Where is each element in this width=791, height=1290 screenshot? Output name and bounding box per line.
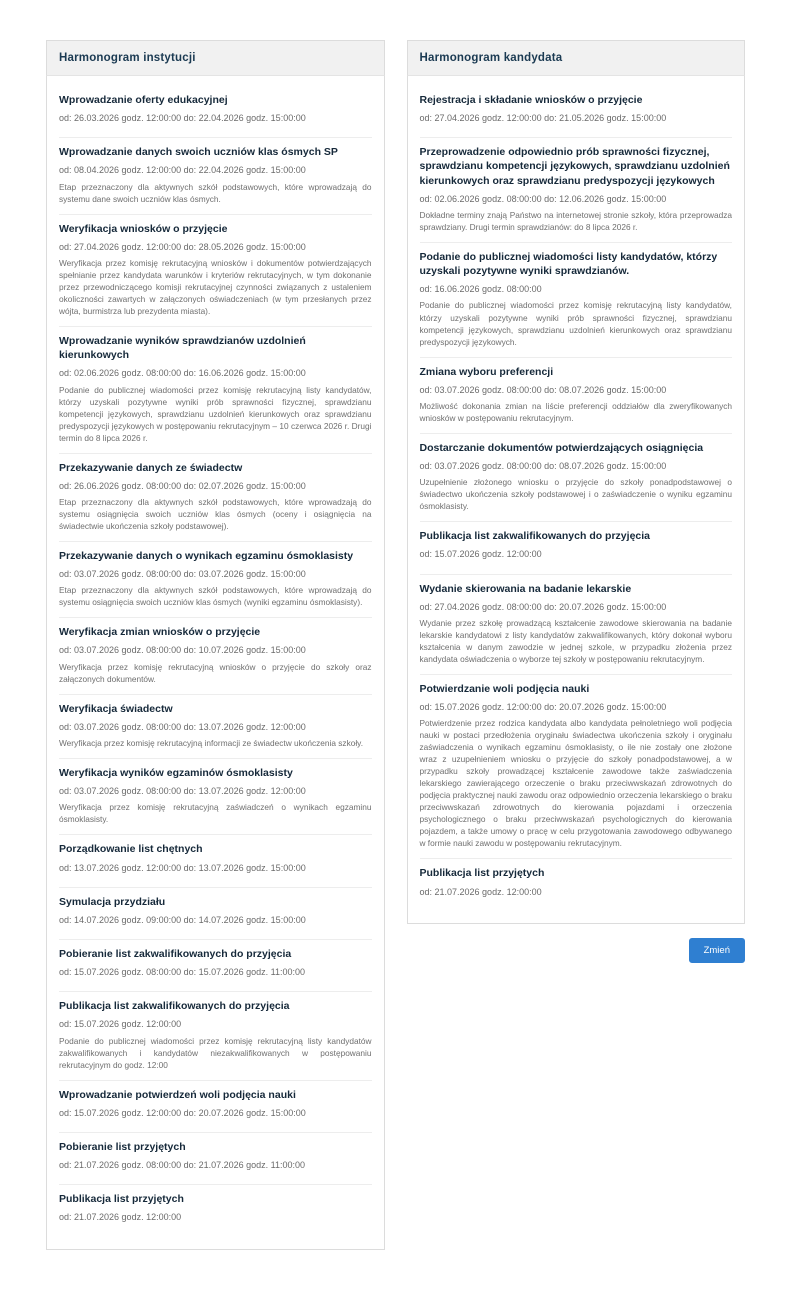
item-description: Weryfikacja przez komisję rekrutacyjną wniosków i dokumentów potwierdzających spełnianie przez kandydata warunków i kryteriów rekrutacyjnych, w tym dokonanie przez przewodniczącego komisji rekrutacyjnej czynności związanych z ustaleniem okoliczności zawartych w załączonych oświadczeniach (w tym przesłanych przez wójta, burmistrza lub prezydenta miasta). xyxy=(59,257,372,317)
item-dates: od: 21.07.2026 godz. 12:00:00 xyxy=(59,1212,182,1223)
item-dates: od: 03.07.2026 godz. 08:00:00 do: 03.07.2026 godz. 15:00:00 xyxy=(59,569,306,580)
item-title: Wprowadzanie potwierdzeń woli podjęcia nauki xyxy=(59,1088,296,1101)
item-title: Pobieranie list przyjętych xyxy=(59,1140,186,1153)
item-dates: od: 02.06.2026 godz. 08:00:00 do: 12.06.2026 godz. 15:00:00 xyxy=(419,193,667,204)
item-dates: od: 16.06.2026 godz. 08:00:00 xyxy=(419,284,542,295)
item-description: Wydanie przez szkołę prowadzącą kształcenie zawodowe skierowania na badanie lekarskie kandydatowi z listy kandydatów zakwalifikowanych, który dokonał wyboru kształcenia w danym zawodzie w jednej szkole, w przypadku złożenia przez kandydata oświadczenia o wyborze tej szkoły w postępowaniu rekrutacyjnym. xyxy=(419,617,732,664)
item-title: Wprowadzanie oferty edukacyjnej xyxy=(59,94,228,106)
list-item xyxy=(59,215,372,327)
list-item xyxy=(420,86,733,138)
list-item xyxy=(59,542,372,618)
item-dates: od: 15.07.2026 godz. 12:00:00 xyxy=(419,549,542,560)
list-item xyxy=(59,454,372,542)
list-item xyxy=(59,86,372,138)
item-title: Weryfikacja wniosków o przyjęcie xyxy=(59,222,228,235)
item-title: Weryfikacja wyników egzaminów ósmoklasisty xyxy=(59,766,293,779)
item-description: Weryfikacja przez komisję rekrutacyjną wniosków o przyjęcie do szkoły oraz załączonych dokumentów. xyxy=(59,661,372,684)
list-item xyxy=(59,992,372,1080)
list-item xyxy=(59,1081,372,1133)
list-item xyxy=(420,859,733,910)
item-description: Etap przeznaczony dla aktywnych szkół podstawowych, które wprowadzają do systemu dane swoich uczniów klas ósmych. xyxy=(59,181,372,204)
item-title: Symulacja przydziału xyxy=(59,895,166,908)
item-title: Potwierdzanie woli podjęcia nauki xyxy=(419,682,590,695)
item-description: Potwierdzenie przez rodzica kandydata albo kandydata pełnoletniego woli podjęcia nauki w postaci przedłożenia oryginału świadectwa ukończenia szkoły i oryginału zaświadczenia o wynikach egzaminu ósmoklasisty, o ile nie zostały one złożone wraz z uzupełnieniem wniosku o przyjęcie do szkoły ponadpodstawowej, a w przypadku szkoły prowadzącej kształcenie zawodowe także zaświadczenia lekarskiego zawierającego orzeczenie o braku przeciwwskazań zdrowotnych do podjęcia praktycznej nauki zawodu oraz odpowiednio orzeczenia lekarskiego o braku przeciwwskazań zdrowotnych do kierowania pojazdami i orzeczenia psychologicznego o braku przeciwwskazań psychologicznych do kierowania pojazdem, a także umowy o pracę w celu przygotowania zawodowego odbywanego w formie nauki zawodu w postępowaniu rekrutacyjnym. xyxy=(419,718,732,849)
change-button[interactable]: Zmień xyxy=(689,938,745,963)
schedule-columns xyxy=(46,40,745,1250)
list-item xyxy=(59,695,372,759)
item-title: Porządkowanie list chętnych xyxy=(59,843,203,856)
item-dates: od: 21.07.2026 godz. 12:00:00 xyxy=(419,886,542,897)
list-item xyxy=(59,888,372,940)
footer-actions xyxy=(407,938,746,963)
list-item xyxy=(420,575,733,675)
list-item xyxy=(59,835,372,887)
institution-panel-heading: Harmonogram instytucji xyxy=(46,40,385,75)
item-description: Weryfikacja przez komisję rekrutacyjną zaświadczeń o wynikach egzaminu ósmoklasisty. xyxy=(59,802,372,825)
item-title: Publikacja list przyjętych xyxy=(419,867,545,880)
item-title: Przekazywanie danych o wynikach egzaminu ósmoklasisty xyxy=(59,549,354,562)
list-item xyxy=(420,138,733,243)
item-title: Podanie do publicznej wiadomości listy kandydatów, którzy uzyskali pozytywne wyniki sprawdzianów. xyxy=(419,251,718,278)
item-description: Weryfikacja przez komisję rekrutacyjną informacji ze świadectw ukończenia szkoły. xyxy=(59,737,364,748)
candidate-schedule-column xyxy=(407,40,746,963)
item-dates: od: 15.07.2026 godz. 12:00:00 xyxy=(59,1019,182,1030)
item-title: Publikacja list przyjętych xyxy=(59,1193,184,1206)
item-description: Podanie do publicznej wiadomości przez komisję rekrutacyjną listy kandydatów, którzy uzyskali pozytywne wyniki prób sprawności fizycznej, sprawdzianu kompetencji językowych, sprawdzianu uzdolnień kierunkowych oraz sprawdzianu predyspozycji językowych w postępowaniu rekrutacyjnym – 10 czerwca 2026 r. Drugi termin do 8 lipca 2026 r. xyxy=(59,384,372,443)
item-description: Podanie do publicznej wiadomości przez komisję rekrutacyjną listy kandydatów, którzy uzyskali pozytywne wyniki prób sprawności fizycznej, sprawdzianu kompetencji językowych, sprawdzianu uzdolnień kierunkowych oraz sprawdzianu predyspozycji językowych. xyxy=(419,300,732,347)
list-item xyxy=(59,327,372,454)
item-dates: od: 27.04.2026 godz. 12:00:00 do: 21.05.2026 godz. 15:00:00 xyxy=(419,113,667,124)
list-item xyxy=(59,940,372,992)
institution-schedule-column xyxy=(46,40,385,1250)
list-item xyxy=(59,1185,372,1236)
item-description: Etap przeznaczony dla aktywnych szkół podstawowych, które wprowadzają do systemu osiągnięcia swoich uczniów klas ósmych (wyniki egzaminu ósmoklasisty). xyxy=(59,585,372,608)
item-dates: od: 03.07.2026 godz. 08:00:00 do: 13.07.2026 godz. 12:00:00 xyxy=(59,721,306,732)
item-description: Możliwość dokonania zmian na liście preferencji oddziałów dla zweryfikowanych wniosków w postępowaniu rekrutacyjnym. xyxy=(419,400,732,423)
item-dates: od: 03.07.2026 godz. 08:00:00 do: 08.07.2026 godz. 15:00:00 xyxy=(419,384,667,395)
item-dates: od: 13.07.2026 godz. 12:00:00 do: 13.07.2026 godz. 15:00:00 xyxy=(59,862,306,873)
list-item xyxy=(420,434,733,522)
item-dates: od: 15.07.2026 godz. 12:00:00 do: 20.07.2026 godz. 15:00:00 xyxy=(59,1107,306,1118)
item-dates: od: 26.03.2026 godz. 12:00:00 do: 22.04.2026 godz. 15:00:00 xyxy=(59,113,306,124)
item-title: Zmiana wyboru preferencji xyxy=(419,365,554,378)
item-dates: od: 08.04.2026 godz. 12:00:00 do: 22.04.2026 godz. 15:00:00 xyxy=(59,165,306,176)
item-dates: od: 15.07.2026 godz. 08:00:00 do: 15.07.2026 godz. 11:00:00 xyxy=(59,967,306,978)
list-item xyxy=(420,522,733,574)
item-title: Wprowadzanie danych swoich uczniów klas ósmych SP xyxy=(59,146,338,159)
item-dates: od: 03.07.2026 godz. 08:00:00 do: 08.07.2026 godz. 15:00:00 xyxy=(419,461,667,472)
item-dates: od: 03.07.2026 godz. 08:00:00 do: 13.07.2026 godz. 12:00:00 xyxy=(59,786,306,797)
item-dates: od: 27.04.2026 godz. 12:00:00 do: 28.05.2026 godz. 15:00:00 xyxy=(59,241,306,252)
item-title: Rejestracja i składanie wniosków o przyjęcie xyxy=(419,94,643,106)
list-item xyxy=(420,675,733,859)
item-title: Weryfikacja zmian wniosków o przyjęcie xyxy=(59,626,261,639)
item-description: Etap przeznaczony dla aktywnych szkół podstawowych, które wprowadzają do systemu osiągnięcia swoich uczniów klas ósmych (oceny i osiągnięcia na świadectwie ukończenia szkoły podstawowej). xyxy=(59,496,372,531)
item-dates: od: 27.04.2026 godz. 08:00:00 do: 20.07.2026 godz. 15:00:00 xyxy=(419,601,667,612)
item-title: Publikacja list zakwalifikowanych do przyjęcia xyxy=(59,1000,290,1013)
list-item xyxy=(59,138,372,214)
institution-panel-body xyxy=(46,75,385,1250)
item-title: Dostarczanie dokumentów potwierdzających osiągnięcia xyxy=(419,441,704,454)
item-dates: od: 03.07.2026 godz. 08:00:00 do: 10.07.2026 godz. 15:00:00 xyxy=(59,645,306,656)
item-title: Weryfikacja świadectw xyxy=(59,702,173,715)
item-title: Wprowadzanie wyników sprawdzianów uzdolnień kierunkowych xyxy=(59,335,306,362)
candidate-panel-body xyxy=(407,75,746,924)
item-dates: od: 02.06.2026 godz. 08:00:00 do: 16.06.2026 godz. 15:00:00 xyxy=(59,368,306,379)
item-dates: od: 15.07.2026 godz. 12:00:00 do: 20.07.2026 godz. 15:00:00 xyxy=(419,702,667,713)
list-item xyxy=(420,358,733,434)
item-description: Dokładne terminy znają Państwo na internetowej stronie szkoły, która przeprowadza sprawdziany. Drugi termin sprawdzianów: do 8 lipca 2026 r. xyxy=(419,209,732,232)
item-title: Publikacja list zakwalifikowanych do przyjęcia xyxy=(419,530,651,543)
item-description: Uzupełnienie złożonego wniosku o przyjęcie do szkoły ponadpodstawowej o świadectwo ukończenia szkoły podstawowej i o zaświadczenie o wyniku egzaminu ósmoklasisty. xyxy=(419,477,732,512)
list-item xyxy=(420,243,733,358)
item-title: Przeprowadzenie odpowiednio prób sprawności fizycznej, sprawdzianu kompetencji językowych, sprawdzianu uzdolnień kierunkowych oraz sprawdzianu predyspozycji językowych xyxy=(419,146,730,187)
item-description: Podanie do publicznej wiadomości przez komisję rekrutacyjną listy kandydatów zakwalifikowanych i kandydatów niezakwalifikowanych w postępowaniu rekrutacyjnym do godz. 12:00 xyxy=(59,1035,372,1070)
list-item xyxy=(59,759,372,835)
item-title: Wydanie skierowania na badanie lekarskie xyxy=(419,582,632,595)
candidate-panel-heading: Harmonogram kandydata xyxy=(407,40,746,75)
item-title: Przekazywanie danych ze świadectw xyxy=(59,461,243,474)
item-title: Pobieranie list zakwalifikowanych do przyjęcia xyxy=(59,947,292,960)
list-item xyxy=(59,1133,372,1185)
item-dates: od: 14.07.2026 godz. 09:00:00 do: 14.07.2026 godz. 15:00:00 xyxy=(59,914,306,925)
item-dates: od: 21.07.2026 godz. 08:00:00 do: 21.07.2026 godz. 11:00:00 xyxy=(59,1160,306,1171)
item-dates: od: 26.06.2026 godz. 08:00:00 do: 02.07.2026 godz. 15:00:00 xyxy=(59,480,306,491)
list-item xyxy=(59,618,372,694)
